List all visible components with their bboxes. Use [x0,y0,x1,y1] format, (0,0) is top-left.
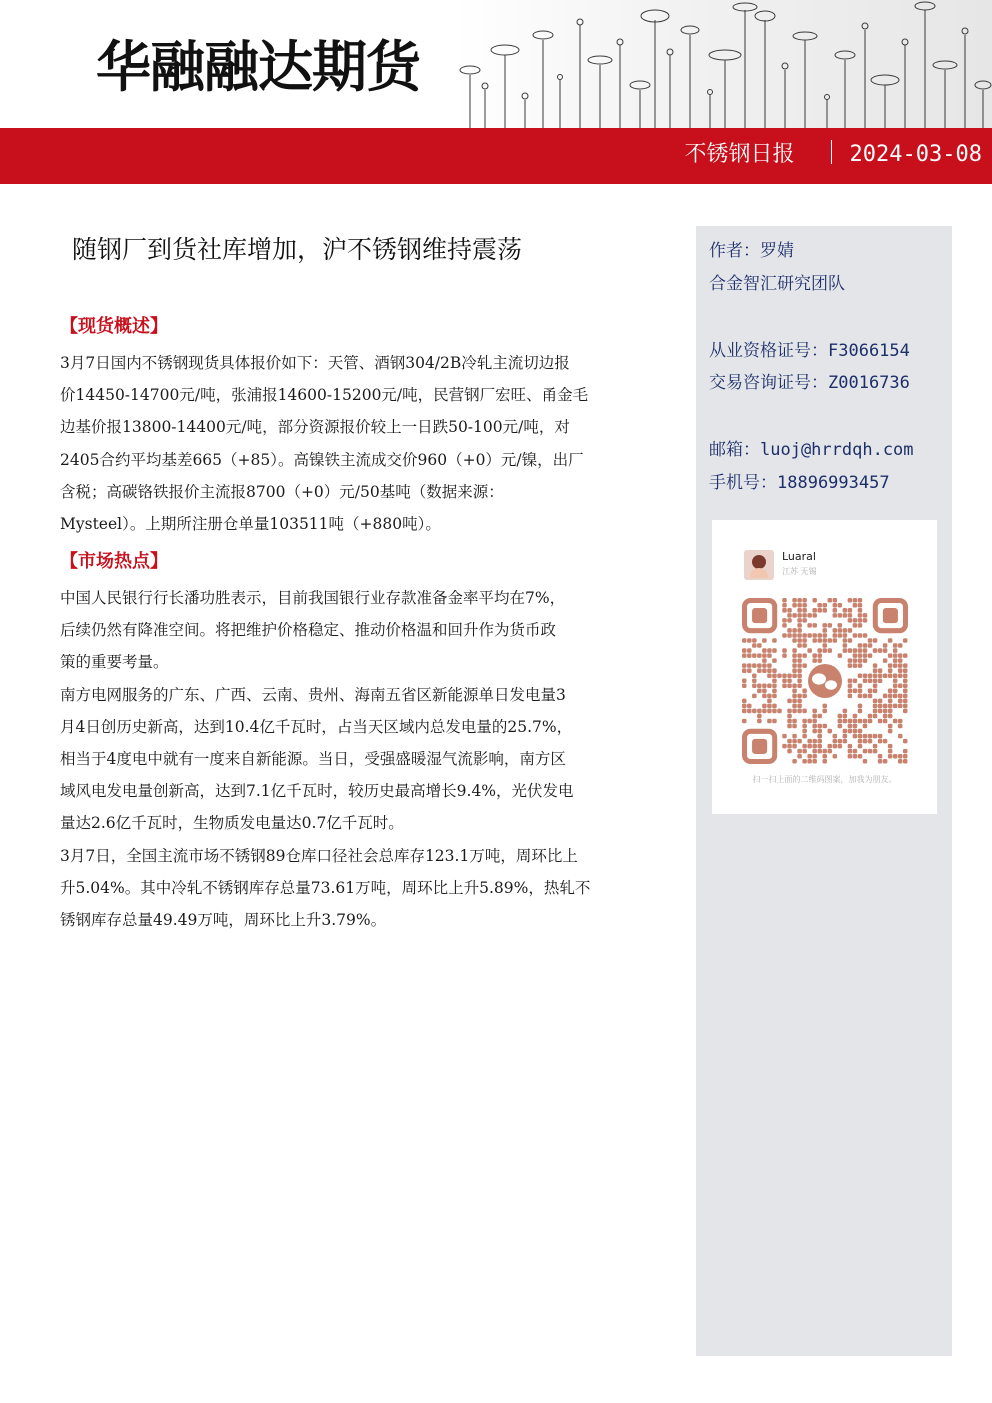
article-title: 随钢厂到货社库增加，沪不锈钢维持震荡 [72,235,523,264]
paragraph-line: 3月7日国内不锈钢现货具体报价如下：天管、酒钢304/2B冷轧主流切边报 [60,354,570,372]
research-team: 合金智汇研究团队 [709,274,845,294]
report-info [685,138,982,172]
paragraph-line: 3月7日，全国主流市场不锈钢89仓库口径社会总库存123.1万吨，周环比上 [60,846,578,865]
consulting-number: 交易咨询证号：Z0016736 [709,373,910,393]
author-name: 作者：罗婧 [709,241,794,261]
decorative-circles-graphic [455,0,992,128]
paragraph-line: 南方电网服务的广东、广西、云南、贵州、海南五省区新能源单日发电量3 [60,685,566,704]
header-decoration [455,0,992,128]
section-body-spot [60,347,680,540]
wechat-qr-card [712,520,937,814]
paragraph-line: 域风电发电量创新高，达到7.1亿千瓦时，较历史最高增长9.4%，光伏发电 [60,782,574,801]
paragraph-line: 2405合约平均基差665（+85）。高镍铁主流成交价960（+0）元/镍，出厂 [60,450,584,469]
avatar [744,550,774,580]
header-separator [831,140,832,164]
paragraph-line: 边基价报13800-14400元/吨，部分资源报价较上一日跌50-100元/吨，对 [60,418,570,437]
brand-logo-text: 华融融达期货 [96,34,421,99]
paragraph-line: 量达2.6亿千瓦时，生物质发电量达0.7亿千瓦时。 [60,814,404,833]
paragraph-line: 含税；高碳铬铁报价主流报8700（+0）元/50基吨（数据来源： [60,482,504,501]
section-heading-hotspot: 【市场热点】 [60,551,168,572]
report-header [0,0,992,184]
report-type: 不锈钢日报 [684,142,795,167]
section-heading-spot: 【现货概述】 [60,316,168,337]
paragraph-line: 升5.04%。其中冷轧不锈钢库存总量73.61万吨，周环比上升5.89%，热轧不 [60,878,591,897]
qr-contact-region: 江苏 无锡 [782,567,817,576]
qr-caption: 扫一扫上面的二维码图案，加我为朋友。 [752,775,897,784]
paragraph-line: 中国人民银行行长潘功胜表示，目前我国银行业存款准备金率平均在7%， [60,589,566,607]
wechat-qr-code [742,598,908,764]
paragraph-line: 后续仍然有降准空间。将把维护价格稳定、推动价格温和回升作为货币政 [60,621,557,640]
author-phone: 手机号：18896993457 [709,473,890,493]
report-date: 2024-03-08 [849,142,982,167]
paragraph-line: 锈钢库存总量49.49万吨，周环比上升3.79%。 [60,911,387,930]
author-email: 邮箱：luoj@hrrdqh.com [709,440,914,460]
paragraph-line: 月4日创历史新高，达到10.4亿千瓦时，占当天区域内总发电量的25.7%， [60,717,573,736]
qr-contact-name: Luaral [782,550,816,563]
qualification-number: 从业资格证号：F3066154 [709,341,910,361]
section-body-hotspot [60,582,680,936]
paragraph-line: 价14450-14700元/吨，张浦报14600-15200元/吨，民营钢厂宏旺、甬金毛 [60,386,589,405]
paragraph-line: 策的重要考量。 [60,653,169,672]
paragraph-line: 相当于4度电中就有一度来自新能源。当日，受强盛暖湿气流影响，南方区 [60,750,566,769]
paragraph-line: Mysteel）。上期所注册仓单量103511吨（+880吨）。 [60,515,441,534]
